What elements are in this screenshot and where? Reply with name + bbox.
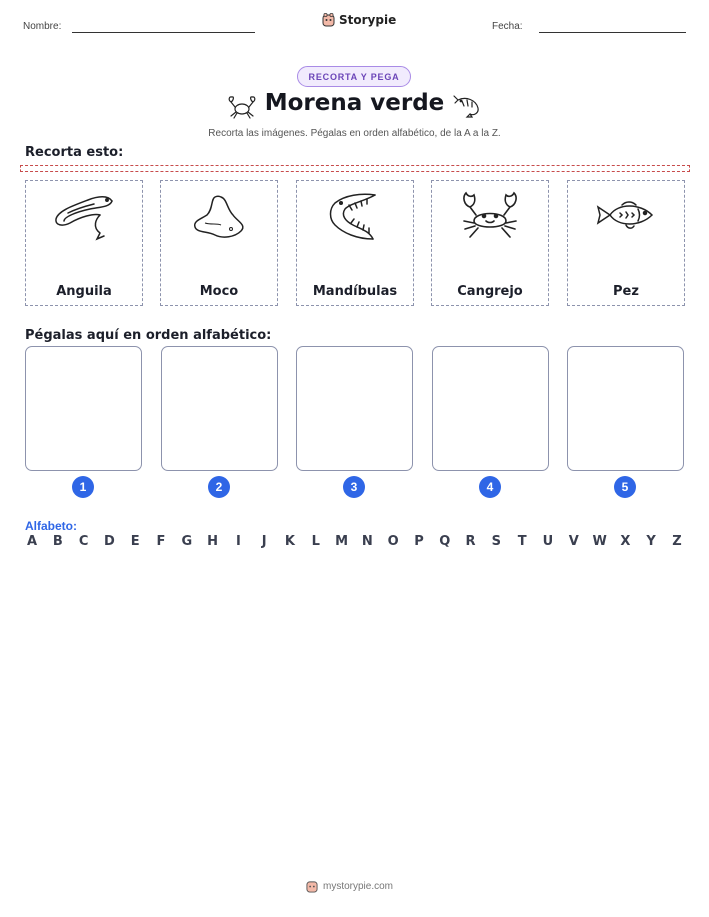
name-label: Nombre: bbox=[23, 21, 62, 32]
alphabet-letter: E bbox=[130, 534, 140, 549]
paste-section-label: Pégalas aquí en orden alfabético: bbox=[25, 328, 272, 343]
alphabet-letter: A bbox=[26, 534, 38, 549]
cut-card-label: Anguila bbox=[56, 284, 112, 299]
slot-number: 2 bbox=[208, 476, 230, 498]
alphabet-letter: W bbox=[592, 534, 607, 549]
slot-number: 5 bbox=[614, 476, 636, 498]
paste-box-5[interactable] bbox=[567, 346, 684, 471]
alphabet-letter: T bbox=[517, 534, 527, 549]
alphabet-letter: Z bbox=[672, 534, 682, 549]
alphabet-letter: X bbox=[620, 534, 631, 549]
cut-card-label: Cangrejo bbox=[457, 284, 523, 299]
paste-box-3[interactable] bbox=[296, 346, 413, 471]
activity-badge: RECORTA Y PEGA bbox=[297, 66, 411, 87]
paste-box-2[interactable] bbox=[161, 346, 278, 471]
paste-box-1[interactable] bbox=[25, 346, 142, 471]
cut-card-fish[interactable] bbox=[567, 180, 685, 306]
alphabet-letter: I bbox=[235, 534, 241, 549]
date-label: Fecha: bbox=[492, 21, 523, 32]
alphabet-letter: C bbox=[78, 534, 89, 549]
instructions: Recorta las imágenes. Pégalas en orden alfabético, de la A a la Z. bbox=[208, 128, 501, 139]
footer-url[interactable]: mystorypie.com bbox=[323, 881, 394, 892]
cut-card-label: Moco bbox=[199, 284, 239, 299]
alphabet-letter: N bbox=[361, 534, 373, 549]
brand-name: Storypie bbox=[339, 13, 397, 27]
crab-icon bbox=[456, 187, 524, 245]
paste-box-4[interactable] bbox=[432, 346, 549, 471]
fish-icon bbox=[592, 187, 660, 245]
jaws-icon bbox=[321, 187, 389, 245]
alphabet-letter: K bbox=[284, 534, 295, 549]
eel-icon bbox=[50, 187, 118, 245]
alphabet-letter: P bbox=[414, 534, 424, 549]
name-line[interactable] bbox=[72, 32, 255, 33]
alphabet-letter: G bbox=[181, 534, 193, 549]
alphabet-row bbox=[25, 534, 684, 549]
alphabet-letter: J bbox=[261, 534, 267, 549]
alphabet-letter: Q bbox=[439, 534, 451, 549]
alphabet-letter: Y bbox=[646, 534, 656, 549]
alphabet-letter: V bbox=[568, 534, 579, 549]
alphabet-letter: U bbox=[542, 534, 554, 549]
alphabet-letter: H bbox=[207, 534, 219, 549]
cut-line bbox=[20, 165, 690, 172]
brand-logo bbox=[322, 13, 396, 27]
shrimp-icon bbox=[452, 92, 484, 120]
slot-number: 3 bbox=[343, 476, 365, 498]
alphabet-letter: D bbox=[103, 534, 115, 549]
alphabet-letter: M bbox=[335, 534, 349, 549]
cut-card-label: Mandíbulas bbox=[312, 284, 398, 299]
cut-card-label: Pez bbox=[613, 284, 639, 299]
alphabet-letter: R bbox=[465, 534, 476, 549]
alphabet-label: Alfabeto: bbox=[25, 519, 77, 533]
cut-card-mucus[interactable] bbox=[160, 180, 278, 306]
alphabet-letter: O bbox=[387, 534, 399, 549]
page-title: Morena verde bbox=[264, 90, 445, 116]
cut-section-label: Recorta esto: bbox=[25, 145, 124, 160]
slot-number: 1 bbox=[72, 476, 94, 498]
alphabet-letter: S bbox=[491, 534, 502, 549]
cut-card-jaws[interactable] bbox=[296, 180, 414, 306]
mucus-icon bbox=[185, 187, 253, 245]
cut-card-crab[interactable] bbox=[431, 180, 549, 306]
date-line[interactable] bbox=[539, 32, 686, 33]
footer bbox=[306, 880, 393, 893]
storypie-mascot-icon bbox=[322, 13, 335, 27]
alphabet-letter: B bbox=[52, 534, 63, 549]
storypie-mascot-icon bbox=[306, 880, 318, 893]
alphabet-letter: F bbox=[156, 534, 166, 549]
cut-card-eel[interactable] bbox=[25, 180, 143, 306]
alphabet-letter: L bbox=[311, 534, 320, 549]
slot-number: 4 bbox=[479, 476, 501, 498]
